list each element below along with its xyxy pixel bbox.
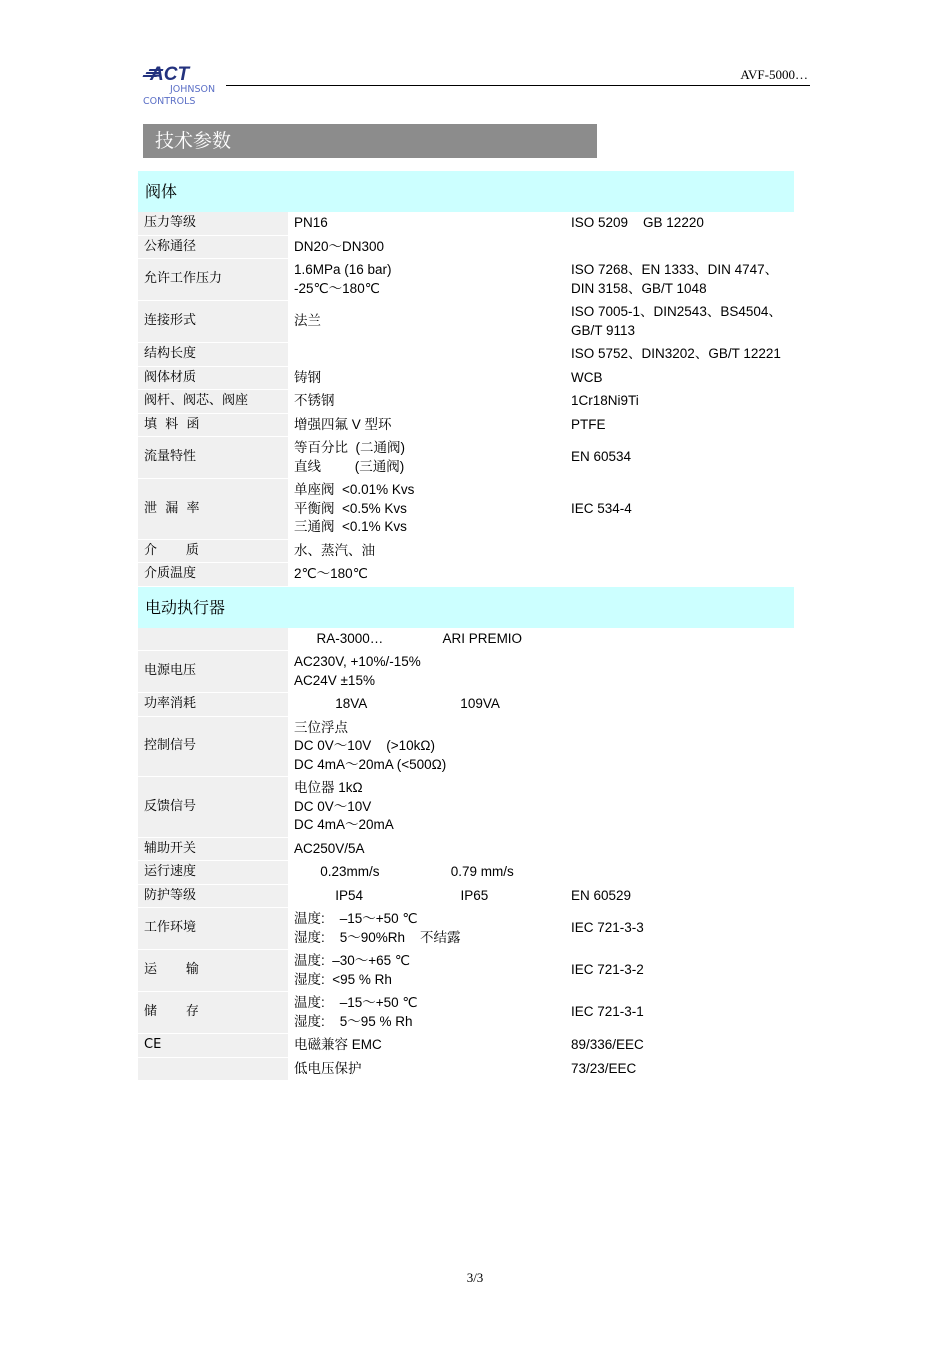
spec-label: 结构长度: [138, 343, 288, 366]
spec-label: 流量特性: [138, 437, 288, 478]
spec-value: 0.23mm/s 0.79 mm/s: [294, 864, 514, 879]
logo-johnson: JOHNSON: [170, 84, 216, 95]
table-row: [138, 563, 794, 587]
spec-standard: ISO 7268、EN 1333、DIN 4747、 DIN 3158、GB/T 1048: [571, 262, 779, 296]
spec-label: 控制信号: [138, 717, 288, 777]
spec-standard: 73/23/EEC: [571, 1060, 637, 1076]
spec-label: 压力等级: [138, 212, 288, 235]
table-row: [138, 885, 794, 909]
table-row: [138, 777, 794, 838]
spec-standard: 1Cr18Ni9Ti: [571, 393, 639, 408]
spec-label: 允许工作压力: [138, 259, 288, 300]
spec-label: 储 存: [138, 992, 288, 1033]
table-row: [138, 414, 794, 438]
table-row: [138, 259, 794, 301]
spec-standard: ISO 7005-1、DIN2543、BS4504、 GB/T 9113: [571, 304, 782, 338]
table-row: [138, 651, 794, 693]
spec-label: 介质温度: [138, 563, 288, 586]
spec-label: [138, 628, 288, 651]
spec-value: RA-3000… ARI PREMIO: [294, 630, 523, 646]
spec-label: 连接形式: [138, 301, 288, 342]
spec-label: 泄 漏 率: [138, 479, 288, 539]
spec-value: 低电压保护: [294, 1060, 362, 1076]
table-row: [138, 343, 794, 367]
spec-standard: [565, 717, 794, 777]
table-row: [138, 693, 794, 717]
specs-table: [138, 171, 794, 1081]
spec-label: 填 料 函: [138, 414, 288, 437]
table-row: [138, 479, 794, 540]
table-row: [138, 212, 794, 236]
spec-label: 运 输: [138, 950, 288, 991]
spec-standard: ISO 5752、DIN3202、GB/T 12221: [571, 346, 781, 361]
spec-standard: 89/336/EEC: [571, 1037, 644, 1052]
spec-value: DN20～DN300: [294, 238, 385, 254]
table-row: [138, 301, 794, 343]
table-row: [138, 540, 794, 564]
spec-value: 2℃～180℃: [294, 566, 368, 581]
spec-standard: [565, 540, 794, 563]
spec-value: 电磁兼容 EMC: [294, 1037, 382, 1052]
spec-standard: [565, 861, 794, 884]
spec-standard: IEC 721-3-3: [571, 920, 644, 936]
spec-standard: EN 60529: [571, 887, 632, 903]
table-row: [138, 1058, 794, 1082]
spec-value: 水、蒸汽、油: [294, 542, 375, 558]
spec-standard: [565, 693, 794, 716]
spec-standard: [565, 236, 794, 259]
valve-body-header: 阀体: [138, 171, 794, 212]
logo-wordmark: ACT: [150, 64, 190, 85]
spec-value: 电位器 1kΩ DC 0V～10V DC 4mA～20mA: [294, 780, 394, 832]
table-row: [138, 1034, 794, 1058]
table-row: [138, 908, 794, 950]
spec-value: AC250V/5A: [294, 840, 365, 856]
spec-label: 工作环境: [138, 908, 288, 949]
spec-label: CE: [138, 1034, 288, 1057]
spec-label: [138, 1058, 288, 1081]
spec-standard: IEC 721-3-2: [571, 962, 644, 978]
spec-value: 三位浮点 DC 0V～10V (>10kΩ) DC 4mA～20mA (<500Ω): [294, 719, 447, 772]
actuator-rows: [138, 628, 794, 1082]
spec-standard: [565, 838, 794, 861]
spec-value: 法兰: [294, 313, 321, 329]
spec-value: 温度: –15～+50 ℃ 湿度: 5～90%Rh 不结露: [294, 911, 461, 945]
spec-standard: IEC 721-3-1: [571, 1004, 644, 1020]
spec-standard: [565, 777, 794, 837]
spec-label: 功率消耗: [138, 693, 288, 716]
actuator-header: 电动执行器: [138, 587, 794, 628]
table-row: [138, 717, 794, 778]
spec-value: 18VA 109VA: [294, 696, 500, 711]
document-code: AVF-5000…: [740, 67, 808, 82]
spec-value: 等百分比 (二通阀) 直线 (三通阀): [294, 440, 405, 474]
spec-label: 阀体材质: [138, 367, 288, 390]
spec-value: 1.6MPa (16 bar) -25℃～180℃: [294, 262, 392, 296]
spec-standard: [565, 628, 794, 651]
spec-value: 铸钢: [294, 369, 321, 385]
section-title: 技术参数: [143, 124, 597, 158]
valve-body-rows: [138, 212, 794, 587]
table-row: [138, 236, 794, 260]
spec-value: 不锈钢: [294, 393, 335, 408]
spec-standard: IEC 534-4: [571, 500, 632, 516]
spec-value: PN16: [294, 215, 328, 230]
spec-value: 温度: –15～+50 ℃ 湿度: 5～95 % Rh: [294, 995, 418, 1029]
logo-controls: CONTROLS: [143, 96, 196, 107]
spec-label: 辅助开关: [138, 838, 288, 861]
spec-label: 防护等级: [138, 885, 288, 908]
spec-value: 单座阀 <0.01% Kvs 平衡阀 <0.5% Kvs 三通阀 <0.1% Kvs: [294, 482, 415, 534]
spec-label: 反馈信号: [138, 777, 288, 837]
spec-standard: EN 60534: [571, 449, 632, 465]
table-row: [138, 950, 794, 992]
spec-value: AC230V, +10%/-15% AC24V ±15%: [294, 654, 421, 688]
spec-standard: PTFE: [571, 416, 606, 432]
spec-label: 电源电压: [138, 651, 288, 692]
spec-value: 温度: –30～+65 ℃ 湿度: <95 % Rh: [294, 953, 411, 987]
spec-value: 增强四氟 V 型环: [294, 416, 392, 432]
spec-value: [288, 343, 565, 366]
table-row: [138, 861, 794, 885]
spec-standard: ISO 5209 GB 12220: [571, 215, 704, 230]
table-row: [138, 992, 794, 1034]
spec-standard: [565, 563, 794, 586]
table-row: [138, 628, 794, 652]
table-row: [138, 390, 794, 414]
table-row: [138, 437, 794, 479]
table-row: [138, 838, 794, 862]
spec-standard: [565, 651, 794, 692]
spec-label: 阀杆、阀芯、阀座: [138, 390, 288, 413]
spec-label: 公称通径: [138, 236, 288, 259]
spec-standard: WCB: [571, 369, 603, 385]
spec-label: 运行速度: [138, 861, 288, 884]
spec-value: IP54 IP65: [294, 887, 489, 903]
table-row: [138, 367, 794, 391]
page-number: 3/3: [466, 1270, 484, 1285]
header-divider: [226, 85, 810, 86]
spec-label: 介 质: [138, 540, 288, 563]
